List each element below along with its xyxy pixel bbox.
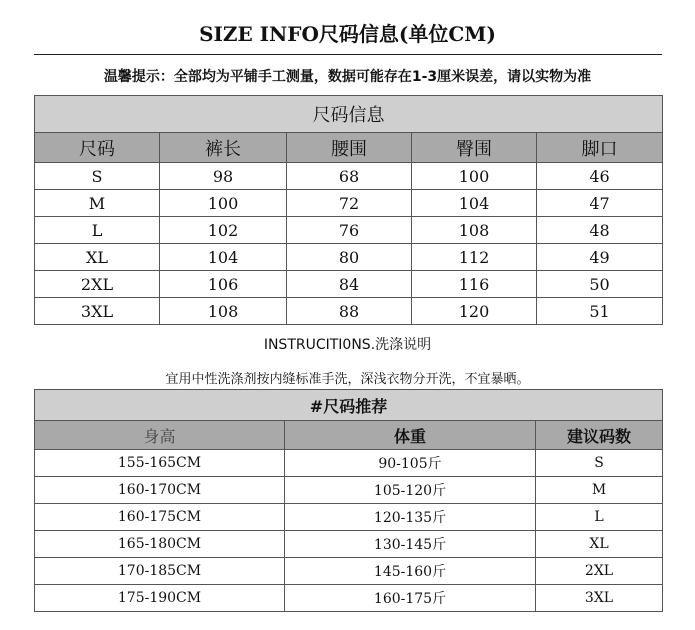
weight-cell: 120-135斤 [285, 504, 536, 531]
pants-length-cell: 106 [160, 271, 287, 298]
size-cell: S [35, 163, 160, 190]
recommended-size-cell: 3XL [536, 585, 663, 612]
page-title: SIZE INFO尺码信息(单位CM) [199, 22, 496, 46]
recommend-table-header-row [35, 421, 663, 450]
recommended-size-cell: M [536, 477, 663, 504]
waist-cell: 68 [287, 163, 412, 190]
table-row [35, 450, 663, 477]
table-row [35, 190, 663, 217]
waist-cell: 72 [287, 190, 412, 217]
recommended-size-cell: S [536, 450, 663, 477]
table-row [35, 585, 663, 612]
instructions-title: INSTRUCITI0NS.洗涤说明 [263, 337, 432, 353]
size-cell: 3XL [35, 298, 160, 325]
height-cell: 160-170CM [35, 477, 285, 504]
hip-cell: 104 [412, 190, 537, 217]
size-table-caption: 尺码信息 [35, 96, 663, 133]
size-table-header-row [35, 133, 663, 163]
title-divider [34, 54, 662, 55]
header-height: 身高 [35, 421, 285, 450]
leg-opening-cell: 48 [537, 217, 663, 244]
table-row [35, 531, 663, 558]
leg-opening-cell: 50 [537, 271, 663, 298]
leg-opening-cell: 51 [537, 298, 663, 325]
pants-length-cell: 100 [160, 190, 287, 217]
size-info-table [34, 95, 663, 325]
pants-length-cell: 102 [160, 217, 287, 244]
header-pants-length: 裤长 [160, 133, 287, 163]
header-size: 尺码 [35, 133, 160, 163]
hip-cell: 120 [412, 298, 537, 325]
leg-opening-cell: 47 [537, 190, 663, 217]
table-row [35, 163, 663, 190]
weight-cell: 160-175斤 [285, 585, 536, 612]
hip-cell: 100 [412, 163, 537, 190]
leg-opening-cell: 46 [537, 163, 663, 190]
waist-cell: 84 [287, 271, 412, 298]
size-cell: L [35, 217, 160, 244]
waist-cell: 88 [287, 298, 412, 325]
table-row [35, 558, 663, 585]
height-cell: 165-180CM [35, 531, 285, 558]
size-cell: M [35, 190, 160, 217]
size-cell: XL [35, 244, 160, 271]
hip-cell: 108 [412, 217, 537, 244]
size-recommendation-table [34, 389, 663, 612]
hip-cell: 112 [412, 244, 537, 271]
weight-cell: 90-105斤 [285, 450, 536, 477]
table-row [35, 244, 663, 271]
header-weight: 体重 [285, 421, 536, 450]
instructions-text: 宜用中性洗涤剂按内缝标准手洗，深浅衣物分开洗，不宜暴晒。 [165, 372, 530, 387]
waist-cell: 76 [287, 217, 412, 244]
header-recommended-size: 建议码数 [536, 421, 663, 450]
weight-cell: 130-145斤 [285, 531, 536, 558]
recommended-size-cell: 2XL [536, 558, 663, 585]
height-cell: 160-175CM [35, 504, 285, 531]
recommended-size-cell: XL [536, 531, 663, 558]
table-row [35, 504, 663, 531]
height-cell: 175-190CM [35, 585, 285, 612]
table-row [35, 298, 663, 325]
weight-cell: 105-120斤 [285, 477, 536, 504]
table-row [35, 271, 663, 298]
warm-tip-text: 温馨提示：全部均为平铺手工测量，数据可能存在1-3厘米误差，请以实物为准 [103, 69, 592, 85]
height-cell: 155-165CM [35, 450, 285, 477]
table-row [35, 477, 663, 504]
hip-cell: 116 [412, 271, 537, 298]
table-row [35, 217, 663, 244]
header-leg-opening: 脚口 [537, 133, 663, 163]
size-cell: 2XL [35, 271, 160, 298]
weight-cell: 145-160斤 [285, 558, 536, 585]
header-hip: 臀围 [412, 133, 537, 163]
pants-length-cell: 108 [160, 298, 287, 325]
recommend-table-caption: #尺码推荐 [35, 390, 663, 421]
waist-cell: 80 [287, 244, 412, 271]
recommended-size-cell: L [536, 504, 663, 531]
pants-length-cell: 104 [160, 244, 287, 271]
height-cell: 170-185CM [35, 558, 285, 585]
leg-opening-cell: 49 [537, 244, 663, 271]
pants-length-cell: 98 [160, 163, 287, 190]
header-waist: 腰围 [287, 133, 412, 163]
